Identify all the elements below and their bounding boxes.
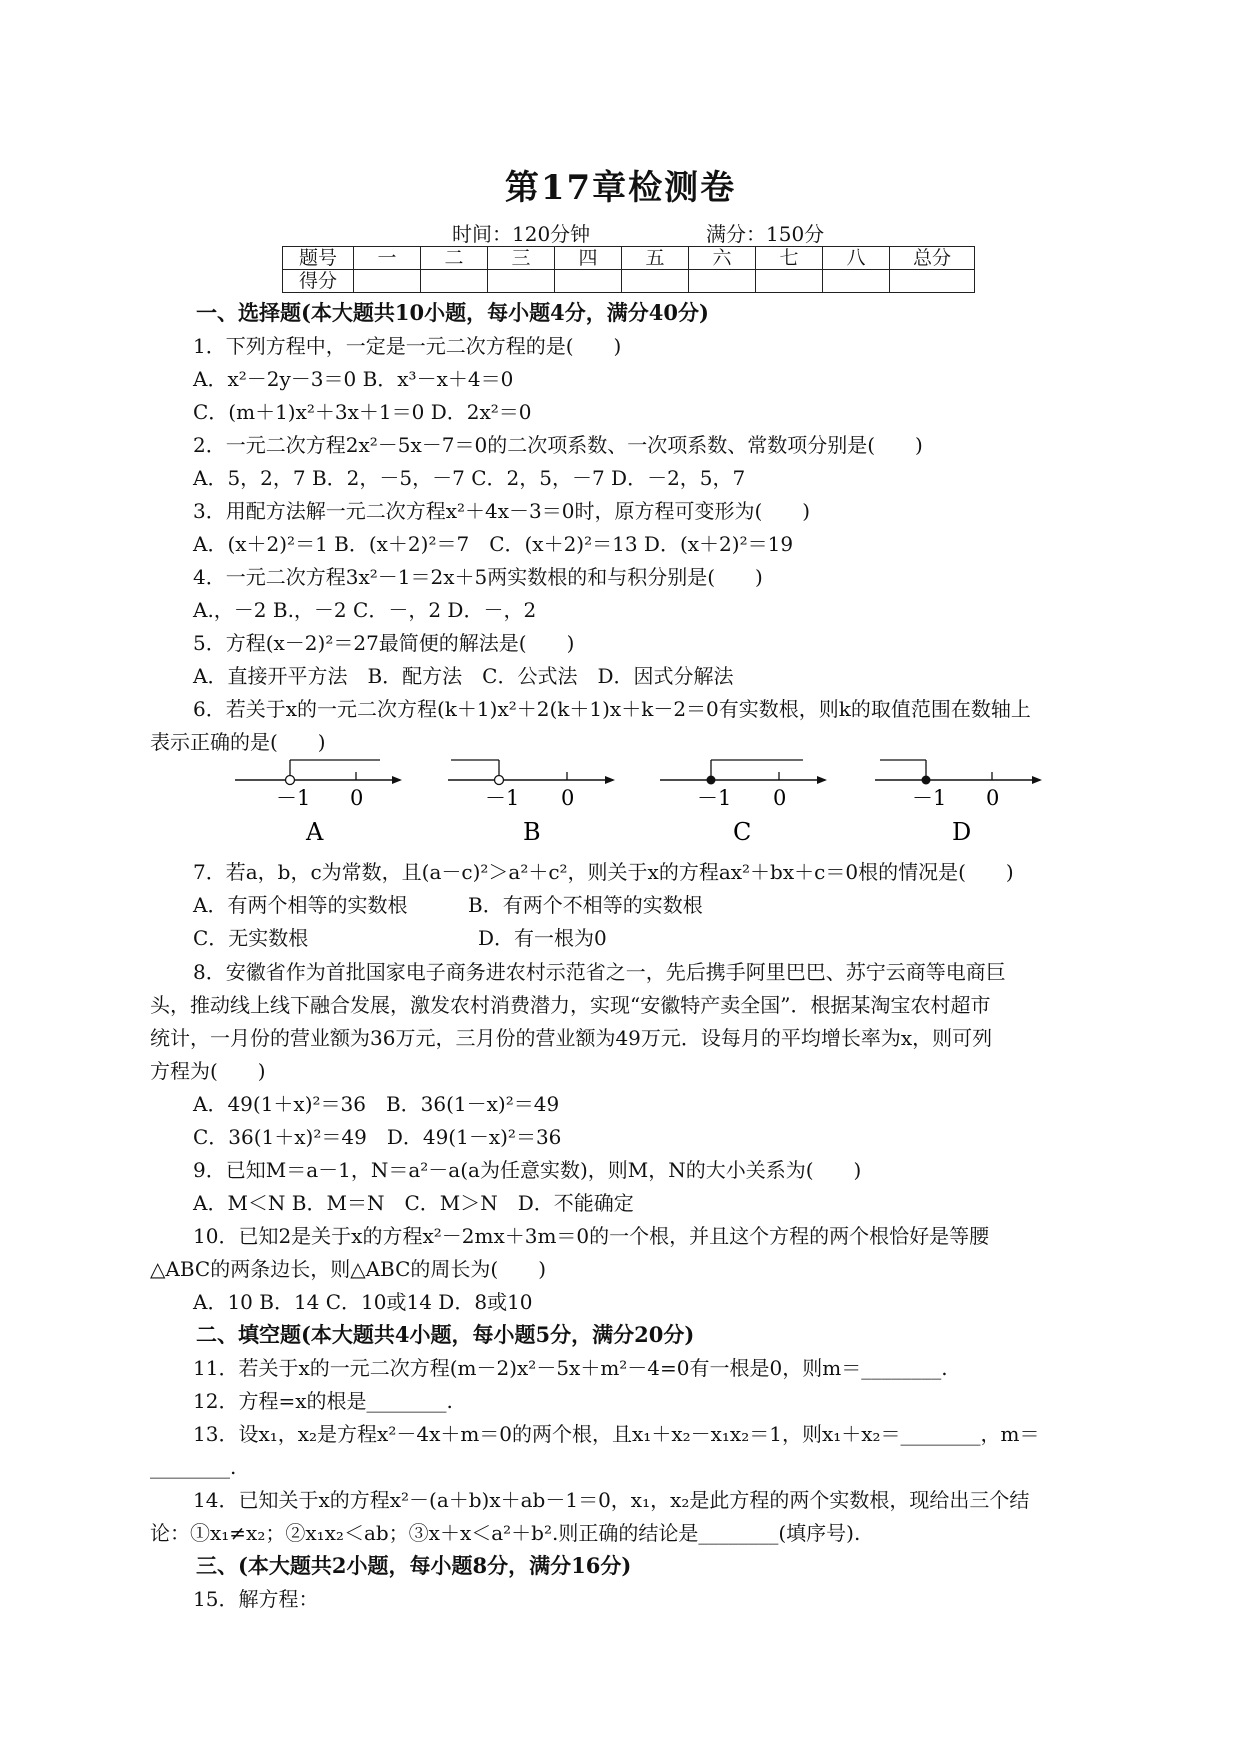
number-line-a (230, 748, 410, 848)
question-3: 3．用配方法解一元二次方程x²＋4x－3＝0时，原方程可变形为( ) (193, 499, 811, 523)
question-10-continued: △ABC的两条边长，则△ABC的周长为( ) (150, 1257, 546, 1281)
number-line-d (870, 748, 1050, 848)
question-13-continued: ________. (150, 1455, 237, 1479)
score-table-cell: 六 (689, 247, 756, 270)
question-7-option-c: C．无实数根 (193, 926, 309, 950)
score-table (282, 246, 975, 293)
question-7-option-b: B．有两个不相等的实数根 (468, 893, 703, 917)
question-9-options: A．M＜N B．M＝N C．M＞N D．不能确定 (193, 1191, 634, 1215)
score-input-cell (823, 270, 890, 293)
score-input-cell (488, 270, 555, 293)
section-heading: 二、填空题(本大题共4小题，每小题5分，满分20分) (196, 1322, 695, 1347)
question-15: 15．解方程： (193, 1587, 319, 1611)
question-12: 12．方程=x的根是________. (193, 1389, 453, 1413)
question-7: 7．若a，b，c为常数，且(a－c)²＞a²＋c²，则关于x的方程ax²＋bx＋c＝0根的情况是( ) (193, 860, 1014, 884)
question-4: 4．一元二次方程3x²－1＝2x＋5两实数根的和与积分别是( ) (193, 565, 763, 589)
number-line-b (443, 748, 623, 848)
question-8: 8．安徽省作为首批国家电子商务进农村示范省之一，先后携手阿里巴巴、苏宁云商等电商巨 (193, 960, 1006, 984)
question-11: 11．若关于x的一元二次方程(m－2)x²－5x＋m²－4=0有一根是0，则m＝________. (193, 1356, 948, 1380)
question-8-continued: 头，推动线上线下融合发展，激发农村消费潜力，实现“安徽特产卖全国”．根据某淘宝农村超市 (150, 993, 991, 1017)
time-label: 时间：120分钟 (452, 222, 591, 246)
score-input-cell (756, 270, 823, 293)
tick-label: 0 (350, 786, 364, 810)
option-label: D (952, 818, 972, 846)
score-table-score-row (283, 270, 975, 293)
question-14: 14．已知关于x的方程x²－(a＋b)x＋ab－1＝0，x₁，x₂是此方程的两个实数根，现给出三个结 (193, 1488, 1030, 1512)
question-6: 6．若关于x的一元二次方程(k＋1)x²＋2(k＋1)x＋k－2＝0有实数根，则k的取值范围在数轴上 (193, 697, 1031, 721)
score-table-cell: 题号 (283, 247, 354, 270)
question-6-continued: 表示正确的是( ) (150, 730, 326, 754)
question-8-continued: 统计，一月份的营业额为36万元，三月份的营业额为49万元．设每月的平均增长率为x，则可列 (150, 1026, 993, 1050)
score-input-cell (689, 270, 756, 293)
question-10: 10．已知2是关于x的方程x²－2mx＋3m＝0的一个根，并且这个方程的两个根恰好是等腰 (193, 1224, 990, 1248)
question-14-continued: 论：①x₁≠x₂；②x₁x₂＜ab；③x＋x＜a²＋b².则正确的结论是________(填序号). (150, 1521, 861, 1545)
option-label: B (523, 818, 541, 846)
tick-label: －1 (485, 786, 520, 810)
score-input-cell (555, 270, 622, 293)
score-table-cell: 八 (823, 247, 890, 270)
option-label: C (733, 818, 752, 846)
score-input-cell (421, 270, 488, 293)
question-9: 9．已知M＝a－1，N＝a²－a(a为任意实数)，则M，N的大小关系为( ) (193, 1158, 862, 1182)
tick-label: －1 (697, 786, 732, 810)
score-table-cell: 三 (488, 247, 555, 270)
score-input-cell (622, 270, 689, 293)
question-5: 5．方程(x－2)²＝27最简便的解法是( ) (193, 631, 575, 655)
tick-label: －1 (276, 786, 311, 810)
tick-label: 0 (773, 786, 787, 810)
question-2: 2．一元二次方程2x²－5x－7＝0的二次项系数、一次项系数、常数项分别是( ) (193, 433, 923, 457)
tick-label: 0 (561, 786, 575, 810)
tick-label: 0 (986, 786, 1000, 810)
question-1-options-cd: C．(m＋1)x²＋3x＋1＝0 D．2x²＝0 (193, 400, 532, 424)
tick-label: －1 (912, 786, 947, 810)
score-table-cell: 四 (555, 247, 622, 270)
question-7-option-d: D．有一根为0 (478, 926, 607, 950)
full-score-label: 满分：150分 (706, 222, 825, 246)
score-table-cell: 总分 (890, 247, 975, 270)
score-input-cell (354, 270, 421, 293)
score-table-cell: 七 (756, 247, 823, 270)
question-8-options-cd: C．36(1＋x)²＝49 D．49(1－x)²＝36 (193, 1125, 562, 1149)
option-label: A (306, 818, 324, 846)
section-heading: 一、选择题(本大题共10小题，每小题4分，满分40分) (196, 300, 709, 325)
score-table-cell: 二 (421, 247, 488, 270)
score-table-cell: 得分 (283, 270, 354, 293)
question-13: 13．设x₁，x₂是方程x²－4x＋m＝0的两个根，且x₁＋x₂－x₁x₂＝1，则x₁＋x₂＝________，m＝ (193, 1422, 1040, 1446)
question-8-options-ab: A．49(1＋x)²＝36 B．36(1－x)²＝49 (193, 1092, 560, 1116)
section-heading: 三、(本大题共2小题，每小题8分，满分16分) (196, 1553, 632, 1578)
question-3-options: A．(x＋2)²＝1 B．(x＋2)²＝7 C．(x＋2)²＝13 D．(x＋2)²＝19 (193, 532, 794, 556)
score-table-header-row (283, 247, 975, 270)
question-1-options-ab: A．x²－2y－3＝0 B．x³－x＋4＝0 (193, 367, 514, 391)
question-10-options: A．10 B．14 C．10或14 D．8或10 (193, 1290, 533, 1314)
question-2-options: A．5，2，7 B．2，－5，－7 C．2，5，－7 D．－2，5，7 (193, 466, 746, 490)
question-4-options: A.，－2 B.，－2 C．－，2 D．－，2 (193, 598, 537, 622)
score-input-cell (890, 270, 975, 293)
question-1: 1．下列方程中，一定是一元二次方程的是( ) (193, 334, 622, 358)
score-table-cell: 五 (622, 247, 689, 270)
page-title: 第17章检测卷 (504, 168, 737, 208)
question-8-continued: 方程为( ) (150, 1059, 266, 1083)
number-line-c (655, 748, 835, 848)
question-7-option-a: A．有两个相等的实数根 (193, 893, 408, 917)
question-5-options: A．直接开平方法 B．配方法 C．公式法 D．因式分解法 (193, 664, 734, 688)
score-table-cell: 一 (354, 247, 421, 270)
